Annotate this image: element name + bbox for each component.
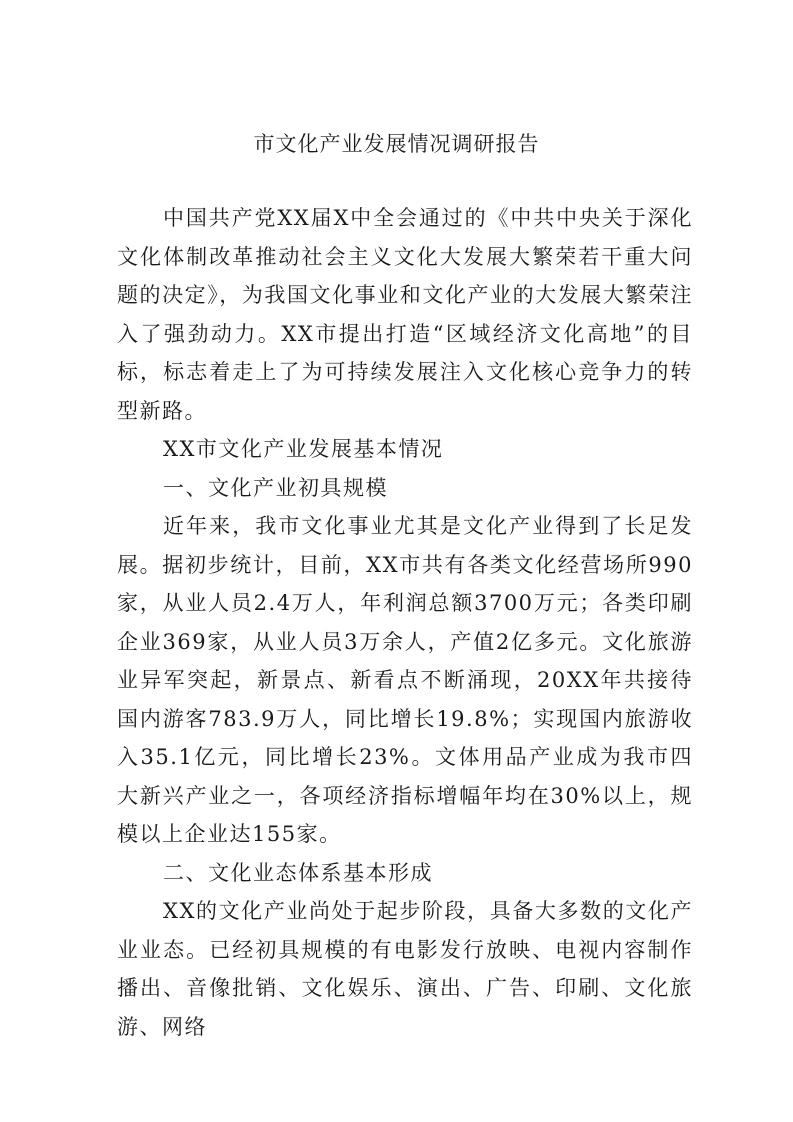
document-body bbox=[117, 199, 693, 1046]
paragraph-business-formats: XX的文化产业尚处于起步阶段，具备大多数的文化产业业态。已经初具规模的有电影发行放映、电视内容制作播出、音像批销、文化娱乐、演出、广告、印刷、文化旅游、网络 bbox=[117, 899, 693, 1039]
subheading-business-formats: 二、文化业态体系基本形成 bbox=[163, 860, 433, 885]
paragraph-industry-scale: 近年来，我市文化事业尤其是文化产业得到了长足发展。据初步统计，目前，XX市共有各类文化经营场所990家，从业人员2.4万人，年利润总额3700万元；各类印刷企业369家，从业人员3万余人，产值2亿多元。文化旅游业异军突起，新景点、新看点不断涌现，20XX年共接待国内游客783.9万人，同比增长19.8%；实现国内旅游收入35.1亿元，同比增长23%。文体用品产业成为我市四大新兴产业之一，各项经济指标增幅年均在30%以上，规模以上企业达155家。 bbox=[117, 514, 693, 846]
section-heading-basic-situation: XX市文化产业发展基本情况 bbox=[163, 437, 444, 461]
paragraph-intro: 中国共产党XX届X中全会通过的《中共中央关于深化文化体制改革推动社会主义文化大发展大繁荣若干重大问题的决定》，为我国文化事业和文化产业的大发展大繁荣注入了强劲动力。XX市提出打造“区域经济文化高地”的目标，标志着走上了为可持续发展注入文化核心竞争力的转型新路。 bbox=[117, 206, 693, 423]
subheading-industry-scale: 一、文化产业初具规模 bbox=[163, 475, 388, 500]
document-title: 市文化产业发展情况调研报告 bbox=[253, 132, 540, 156]
